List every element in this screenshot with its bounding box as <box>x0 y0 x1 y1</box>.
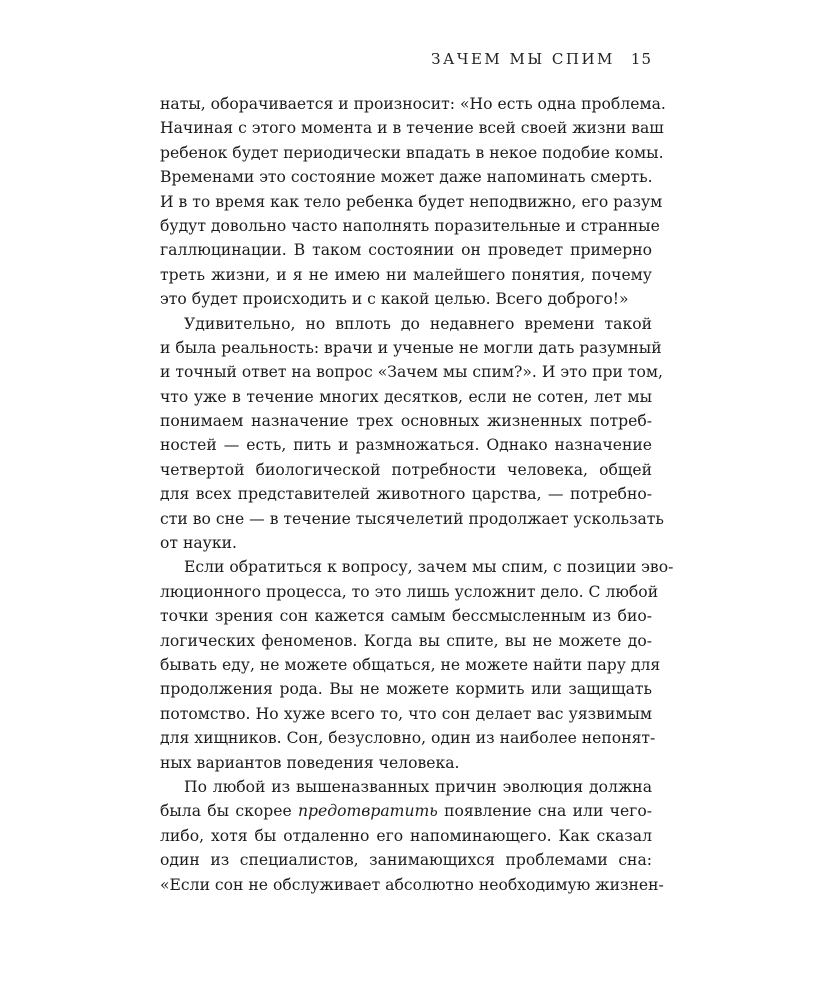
page-body <box>160 92 674 897</box>
text-line: логических феноменов. Когда вы спите, вы не можете до- <box>160 631 652 650</box>
text-line: это будет происходить и с какой целью. Всего доброго!» <box>160 290 629 309</box>
text-line: «Если сон не обслуживает абсолютно необходимую жизнен- <box>160 875 664 894</box>
text-line: потомство. Но хуже всего то, что сон делает вас уязвимым <box>160 704 652 723</box>
text-line: И в то время как тело ребенка будет неподвижно, его разум <box>160 192 663 211</box>
text-line: для всех представителей животного царства, — потребно- <box>160 485 652 504</box>
text-line: один из специалистов, занимающихся проблемами сна: <box>160 851 652 870</box>
text-line: сти во сне — в течение тысячелетий продолжает ускользать <box>160 509 664 528</box>
text-line: бывать еду, не можете общаться, не можете найти пару для <box>160 655 661 674</box>
text-line: Временами это состояние может даже напоминать смерть. <box>160 168 653 187</box>
text-line: что уже в течение многих десятков, если не сотен, лет мы <box>160 387 652 406</box>
running-head <box>0 50 652 68</box>
text-line: люционного процесса, то это лишь усложнит дело. С любой <box>160 582 659 601</box>
text-line <box>160 799 652 823</box>
text-line: Начиная с этого момента и в течение всей своей жизни ваш <box>160 119 664 138</box>
text-segment: появление сна или чего- <box>437 802 652 821</box>
text-line: ностей — есть, пить и размножаться. Однако назначение <box>160 436 652 455</box>
text-line: и была реальность: врачи и ученые не могли дать разумный <box>160 338 662 357</box>
italic-word: предотвратить <box>298 802 438 821</box>
text-line: для хищников. Сон, безусловно, один из наиболее непонят- <box>160 729 656 748</box>
page-number: 15 <box>630 50 652 68</box>
text-line: будут довольно часто наполнять поразительные и странные <box>160 216 660 235</box>
text-line: галлюцинации. В таком состоянии он проведет примерно <box>160 241 652 260</box>
running-head-title: ЗАЧЕМ МЫ СПИМ <box>431 50 615 68</box>
text-line: Удивительно, но вплоть до недавнего времени такой <box>184 314 652 333</box>
text-line: Если обратиться к вопросу, зачем мы спим, с позиции эво- <box>184 558 674 577</box>
text-line: треть жизни, и я не имею ни малейшего понятия, почему <box>160 265 652 284</box>
text-segment: была бы скорее <box>160 802 298 821</box>
text-line: ных вариантов поведения человека. <box>160 753 460 772</box>
text-line: точки зрения сон кажется самым бессмысленным из био- <box>160 607 652 626</box>
text-line: ребенок будет периодически впадать в некое подобие комы. <box>160 143 664 162</box>
text-line: По любой из вышеназванных причин эволюция должна <box>184 777 652 796</box>
text-line: и точный ответ на вопрос «Зачем мы спим?». И это при том, <box>160 363 663 382</box>
text-line: либо, хотя бы отдаленно его напоминающего. Как сказал <box>160 826 652 845</box>
text-line: понимаем назначение трех основных жизненных потреб- <box>160 412 652 431</box>
text-line: четвертой биологической потребности человека, общей <box>160 460 652 479</box>
text-line: продолжения рода. Вы не можете кормить или защищать <box>160 680 652 699</box>
text-line: от науки. <box>160 534 237 553</box>
text-line: наты, оборачивается и произносит: «Но есть одна проблема. <box>160 95 666 113</box>
